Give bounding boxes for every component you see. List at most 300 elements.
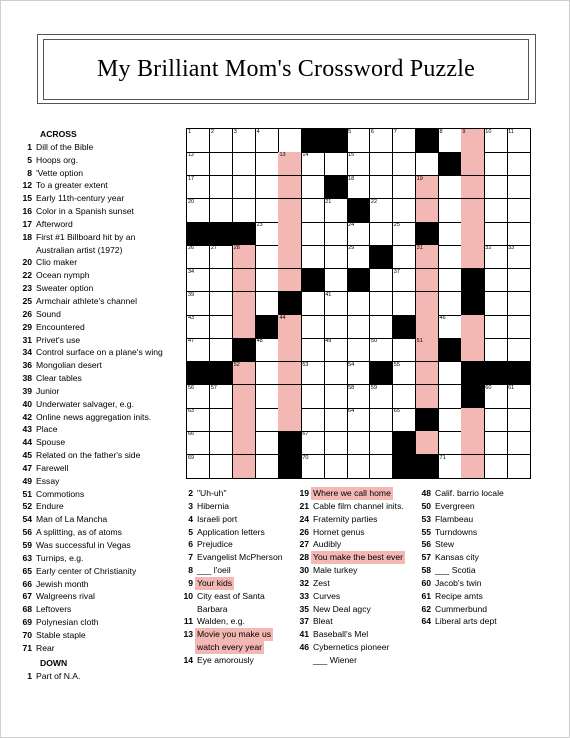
grid-cell[interactable] [233,362,256,386]
grid-cell[interactable] [278,176,301,200]
grid-cell[interactable] [187,269,210,293]
grid-cell[interactable] [301,176,324,200]
grid-cell[interactable] [439,245,462,269]
cell-number: 12 [188,152,195,159]
clue-text: Privet's use [36,334,81,345]
clue-text: Walden, e.g. [197,616,245,627]
grid-cell[interactable] [210,315,233,339]
clue-text: Calif. barrio locale [435,488,504,498]
grid-cell[interactable] [324,152,347,176]
grid-cell[interactable] [256,245,279,269]
down-clue [409,603,549,616]
grid-cell[interactable] [256,338,279,362]
grid-cell[interactable] [324,362,347,386]
clue-text: Cummerbund [435,603,488,614]
grid-cell[interactable] [256,362,279,386]
clue-number: 33 [299,590,309,601]
grid-cell[interactable] [439,269,462,293]
grid-cell[interactable] [256,129,279,153]
grid-cell[interactable] [393,292,416,316]
clue-text: Fraternity parties [313,513,378,524]
across-clue [10,256,185,269]
down-clue [287,538,427,551]
grid-cell[interactable] [439,176,462,200]
grid-cell[interactable] [393,222,416,246]
grid-cell[interactable] [347,431,370,455]
grid-cell[interactable] [461,338,484,362]
grid-cell[interactable] [461,315,484,339]
cell-number: 63 [188,408,195,415]
grid-cell[interactable] [278,269,301,293]
clue-number: 58 [421,565,431,576]
grid-cell[interactable] [507,455,530,479]
grid-cell[interactable] [416,152,439,176]
clue-text: Turnips, e.g. [36,552,84,563]
grid-cell[interactable] [301,385,324,409]
grid-cell[interactable] [484,199,507,223]
grid-cell[interactable] [370,222,393,246]
clue-text: Man of La Mancha [36,514,108,525]
grid-cell[interactable] [461,176,484,200]
clue-number: 52 [22,501,32,512]
clue-text: Early 11th-century year [36,193,125,204]
grid-cell[interactable] [370,152,393,176]
grid-cell[interactable] [370,315,393,339]
grid-cell[interactable] [256,269,279,293]
grid-cell[interactable] [416,245,439,269]
grid-cell[interactable] [416,269,439,293]
grid-cell[interactable] [507,129,530,153]
grid-cell[interactable] [347,315,370,339]
grid-cell[interactable] [278,129,301,153]
grid-block [324,176,347,200]
across-clue [10,616,185,629]
grid-cell[interactable] [210,269,233,293]
grid-cell[interactable] [370,431,393,455]
grid-cell[interactable] [301,315,324,339]
grid-cell[interactable] [370,455,393,479]
grid-cell[interactable] [439,199,462,223]
grid-cell[interactable] [370,292,393,316]
across-clue [10,539,185,552]
clue-number: 60 [421,577,431,588]
clue-text: Dill of the Bible [36,141,94,152]
grid-cell[interactable] [393,129,416,153]
grid-cell[interactable] [210,245,233,269]
grid-cell[interactable] [484,431,507,455]
grid-cell[interactable] [507,222,530,246]
grid-cell[interactable] [416,176,439,200]
grid-block [416,222,439,246]
grid-cell[interactable] [210,292,233,316]
grid-cell[interactable] [507,315,530,339]
grid-cell[interactable] [393,385,416,409]
grid-cell[interactable] [210,152,233,176]
clue-text: Prejudice [197,539,233,550]
grid-cell[interactable] [461,245,484,269]
across-clue [10,590,185,603]
cell-number: 37 [393,268,400,275]
grid-cell[interactable] [301,338,324,362]
grid-cell[interactable] [484,338,507,362]
grid-cell[interactable] [461,431,484,455]
grid-cell[interactable] [233,152,256,176]
grid-cell[interactable] [187,292,210,316]
clue-number: 65 [22,565,32,576]
down-clue-list-1 [10,657,185,683]
grid-cell[interactable] [416,431,439,455]
grid-cell[interactable] [233,245,256,269]
clue-number: 11 [183,616,193,627]
grid-cell[interactable] [210,431,233,455]
grid-cell[interactable] [233,455,256,479]
clue-number: 71 [22,642,32,653]
grid-cell[interactable] [484,176,507,200]
grid-cell[interactable] [256,408,279,432]
cell-number: 61 [508,384,515,391]
clue-number: 64 [421,616,431,627]
grid-cell[interactable] [324,455,347,479]
clue-number: 14 [183,654,193,665]
grid-cell[interactable] [233,431,256,455]
cell-number: 54 [348,361,355,368]
grid-cell[interactable] [461,199,484,223]
cell-number: 1 [188,129,192,135]
grid-cell[interactable] [484,245,507,269]
grid-cell[interactable] [484,455,507,479]
grid-cell[interactable] [187,176,210,200]
clue-text: You make the best ever [313,552,403,563]
cell-number: 69 [188,454,195,461]
grid-cell[interactable] [393,269,416,293]
grid-block [278,431,301,455]
grid-cell[interactable] [301,222,324,246]
grid-cell[interactable] [507,245,530,269]
cell-number: 28 [233,245,240,252]
across-clue [10,462,185,475]
across-clue [10,500,185,513]
grid-cell[interactable] [210,338,233,362]
clue-number: 2 [188,488,193,498]
grid-cell[interactable] [439,362,462,386]
grid-cell[interactable] [416,338,439,362]
grid-cell[interactable] [187,129,210,153]
grid-cell[interactable] [187,152,210,176]
clue-text: Online news aggregation inits. [36,411,152,422]
across-clue [10,205,185,218]
clue-text: Sweater option [36,283,94,294]
cell-number: 24 [348,222,355,229]
grid-cell[interactable] [439,315,462,339]
grid-cell[interactable] [416,292,439,316]
grid-cell[interactable] [484,292,507,316]
clue-text: Hoops org. [36,154,79,165]
clue-text: ___ Scotia [435,565,476,576]
grid-cell[interactable] [347,152,370,176]
grid-cell[interactable] [324,385,347,409]
grid-cell[interactable] [256,152,279,176]
grid-cell[interactable] [439,385,462,409]
grid-cell[interactable] [301,362,324,386]
grid-cell[interactable] [210,176,233,200]
grid-cell[interactable] [370,269,393,293]
grid-cell[interactable] [256,431,279,455]
grid-cell[interactable] [416,315,439,339]
grid-cell[interactable] [324,245,347,269]
grid-cell[interactable] [461,152,484,176]
grid-cell[interactable] [484,269,507,293]
page-title: My Brilliant Mom's Crossword Puzzle [97,56,475,82]
clue-text: Evergreen [435,500,475,511]
clue-number: 62 [421,603,431,614]
grid-cell[interactable] [233,292,256,316]
grid-cell[interactable] [278,245,301,269]
grid-cell[interactable] [484,129,507,153]
cell-number: 4 [256,129,260,135]
grid-cell[interactable] [393,245,416,269]
grid-cell[interactable] [347,129,370,153]
clue-number: 42 [22,411,32,422]
clue-text: Control surface on a plane's wing [36,347,163,358]
across-clue [10,141,185,154]
clue-text: Barbara [197,603,228,614]
clue-text: Essay [36,475,60,486]
across-clue [10,398,185,411]
grid-cell[interactable] [187,199,210,223]
grid-cell[interactable] [347,338,370,362]
grid-cell[interactable] [370,338,393,362]
across-clue [10,565,185,578]
grid-cell[interactable] [187,338,210,362]
clue-number: 8 [27,167,32,178]
across-clue [10,449,185,462]
grid-cell[interactable] [393,338,416,362]
grid-cell[interactable] [461,129,484,153]
clue-number: 69 [22,617,32,628]
clue-text: Related on the father's side [36,450,141,461]
grid-cell[interactable] [393,408,416,432]
grid-cell[interactable] [187,408,210,432]
grid-cell[interactable] [347,222,370,246]
across-clue [10,321,185,334]
grid-cell[interactable] [210,455,233,479]
grid-cell[interactable] [324,408,347,432]
grid-cell[interactable] [256,455,279,479]
cell-number: 57 [210,384,217,391]
grid-cell[interactable] [347,245,370,269]
grid-cell[interactable] [347,292,370,316]
clue-text: Application letters [197,526,265,537]
grid-cell[interactable] [324,338,347,362]
clue-number: 68 [22,604,32,615]
grid-cell[interactable] [278,199,301,223]
grid-cell[interactable] [439,408,462,432]
cell-number: 48 [256,338,263,345]
grid-cell[interactable] [324,431,347,455]
down-header: DOWN [40,658,68,668]
grid-cell[interactable] [210,199,233,223]
clue-text: Farewell [36,462,69,473]
grid-cell[interactable] [256,199,279,223]
clue-text: Israeli port [197,513,238,524]
grid-cell[interactable] [507,408,530,432]
clue-number: 19 [299,488,309,498]
grid-cell[interactable] [507,269,530,293]
grid-cell[interactable] [256,292,279,316]
cell-number: 15 [348,152,355,159]
clue-text: Polynesian cloth [36,617,99,628]
grid-cell[interactable] [416,199,439,223]
grid-cell[interactable] [461,455,484,479]
across-clue [10,167,185,180]
cell-number: 7 [393,129,397,135]
grid-cell[interactable] [507,431,530,455]
grid-cell[interactable] [233,176,256,200]
grid-cell[interactable] [347,362,370,386]
grid-cell[interactable] [233,385,256,409]
across-clue [10,218,185,231]
grid-cell[interactable] [507,176,530,200]
grid-cell[interactable] [370,176,393,200]
grid-cell[interactable] [187,315,210,339]
cell-number: 6 [370,129,374,135]
cell-number: 58 [348,384,355,391]
grid-cell[interactable] [301,431,324,455]
grid-cell[interactable] [439,222,462,246]
grid-cell[interactable] [347,408,370,432]
clue-text: Recipe amts [435,590,483,601]
grid-cell[interactable] [484,222,507,246]
grid-cell[interactable] [256,222,279,246]
across-clue [10,192,185,205]
across-clue [10,411,185,424]
grid-cell[interactable] [278,152,301,176]
down-clue [171,641,301,654]
clue-number: 34 [22,347,32,358]
grid-cell[interactable] [347,455,370,479]
clue-text: Early center of Christianity [36,565,137,576]
cell-number: 27 [210,245,217,252]
grid-cell[interactable] [210,408,233,432]
grid-cell[interactable] [324,315,347,339]
grid-cell[interactable] [507,199,530,223]
grid-cell[interactable] [461,222,484,246]
grid-cell[interactable] [393,362,416,386]
clue-number: 20 [22,257,32,268]
grid-cell[interactable] [484,385,507,409]
clue-text: Underwater salvager, e.g. [36,398,134,409]
grid-cell[interactable] [301,455,324,479]
grid-block [461,385,484,409]
grid-cell[interactable] [461,408,484,432]
grid-cell[interactable] [301,245,324,269]
clue-number: 25 [22,295,32,306]
grid-cell[interactable] [416,385,439,409]
grid-cell[interactable] [484,408,507,432]
clue-text: watch every year [197,642,262,653]
grid-cell[interactable] [439,455,462,479]
clue-number: 8 [188,565,193,576]
clue-number: 13 [183,629,193,640]
grid-cell[interactable] [233,408,256,432]
grid-cell[interactable] [278,408,301,432]
grid-cell[interactable] [347,385,370,409]
grid-cell[interactable] [278,362,301,386]
grid-cell[interactable] [393,176,416,200]
grid-cell[interactable] [507,292,530,316]
grid-cell[interactable] [439,431,462,455]
grid-cell[interactable] [370,199,393,223]
clue-number: 26 [22,308,32,319]
clue-number: 17 [22,218,32,229]
grid-cell[interactable] [233,315,256,339]
grid-cell[interactable] [393,152,416,176]
grid-cell[interactable] [210,129,233,153]
down-clue [171,628,301,641]
grid-cell[interactable] [278,338,301,362]
grid-cell[interactable] [187,385,210,409]
grid-block [461,362,484,386]
grid-cell[interactable] [507,152,530,176]
grid-cell[interactable] [301,292,324,316]
grid-cell[interactable] [370,408,393,432]
clue-text: Armchair athlete's channel [36,295,137,306]
grid-cell[interactable] [324,292,347,316]
grid-cell[interactable] [370,385,393,409]
grid-cell[interactable] [187,245,210,269]
grid-cell[interactable] [484,315,507,339]
grid-cell[interactable] [507,338,530,362]
grid-cell[interactable] [301,408,324,432]
grid-cell[interactable] [484,152,507,176]
grid-cell[interactable] [507,385,530,409]
grid-cell[interactable] [256,385,279,409]
grid-cell[interactable] [187,455,210,479]
grid-cell[interactable] [233,199,256,223]
clue-number: 44 [22,437,32,448]
grid-cell[interactable] [256,176,279,200]
grid-cell[interactable] [324,222,347,246]
grid-cell[interactable] [324,269,347,293]
grid-cell[interactable] [187,431,210,455]
grid-cell[interactable] [301,152,324,176]
grid-cell[interactable] [278,315,301,339]
grid-cell[interactable] [278,222,301,246]
grid-cell[interactable] [210,385,233,409]
grid-block [256,315,279,339]
grid-cell[interactable] [439,129,462,153]
grid-cell[interactable] [324,199,347,223]
down-clue [409,577,549,590]
down-clue [171,487,301,500]
grid-block [507,362,530,386]
clue-text: Commotions [36,488,85,499]
grid-cell[interactable] [439,292,462,316]
grid-cell[interactable] [347,176,370,200]
grid-cell[interactable] [370,129,393,153]
grid-cell[interactable] [301,199,324,223]
grid-cell[interactable] [233,269,256,293]
grid-cell[interactable] [233,129,256,153]
grid-cell[interactable] [278,385,301,409]
down-clue [287,615,427,628]
clue-text: Cable film channel inits. [313,500,404,511]
clue-number: 45 [22,450,32,461]
clue-number: 53 [421,513,431,524]
grid-cell[interactable] [416,362,439,386]
grid-block [393,315,416,339]
grid-cell[interactable] [393,199,416,223]
